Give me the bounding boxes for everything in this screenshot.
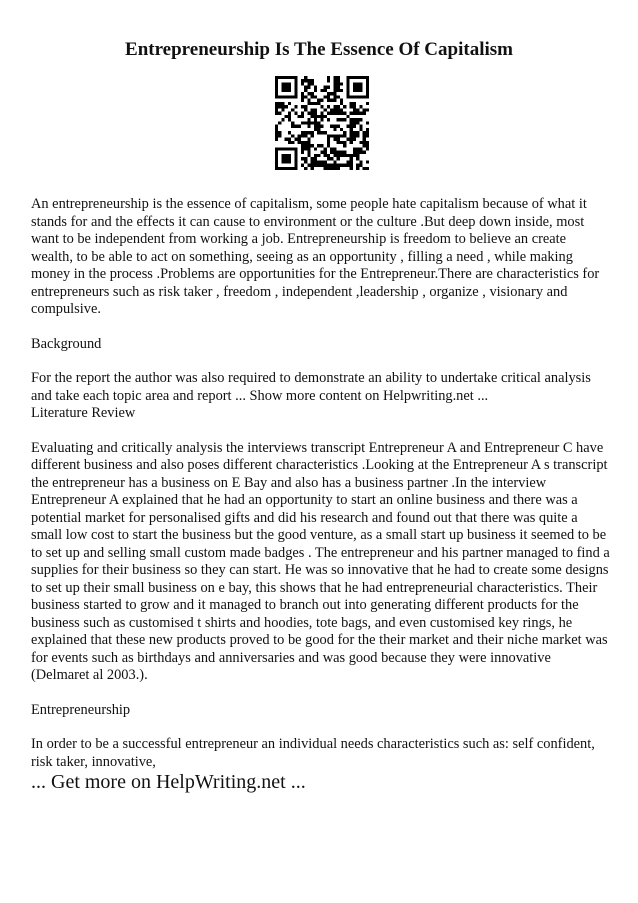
paragraph-intro: An entrepreneurship is the essence of capitalism, some people hate capitalism because of what it stands for and the effects it can cause to environment or the culture .But deep down inside, most want to be independent from working a job. Entrepreneurship is freedom to believe an create wealth, to be able to act on something, seeing as an opportunity , filling a need , while making money in the process .Problems are opportunities for the Entrepreneur.There are characteristics for entrepreneurs such as risk taker , freedom , independent ,leadership , organize , visionary and compulsive. (31, 196, 600, 317)
qr-code-icon (274, 76, 370, 170)
document-body (31, 196, 611, 771)
paragraph-report: For the report the author was also required to demonstrate an ability to undertake critical analysis and take each topic area and report ... Show more content on Helpwriting.net ... (31, 370, 591, 404)
document-title: Entrepreneurship Is The Essence Of Capitalism (125, 39, 513, 60)
paragraph-evaluation: Evaluating and critically analysis the interviews transcript Entrepreneur A and Entrepreneur C have different business and also poses different characteristics .Looking at the Entrepreneur A s transcript the entrepreneur has a business on E Bay and also has a business partner .In the interview Entrepreneur A explained that he had an opportunity to start an online business and there was a potential market for personalised gifts and did his research and found out that there was quite a small low cost to start the business but the good venture, as a small start up business it seemed to be to set up and selling small custom made badges . The entrepreneur and his partner managed to find a supplies for their business so they can start. He was so innovative that he had to create some designs to set up their small business on e bay, this shows that he had entrepreneurial characteristics. Their business started to grow and it managed to branch out into generating different products for the business such as customised t shirts and hoodies, tote bags, and even customised key rings, he explained that these new products proved to be good for the their market and their niche market was for events such as birthdays and anniversaries and was good because they were innovative (Delmaret al 2003.). (31, 439, 610, 683)
heading-background: Background (31, 335, 102, 352)
paragraph-successful-entrepreneur: In order to be a successful entrepreneur an individual needs characteristics such as: self confident, risk taker, innovative, (31, 736, 595, 770)
heading-literature-review: Literature Review (31, 405, 136, 421)
heading-entrepreneurship: Entrepreneurship (31, 701, 131, 718)
get-more-link[interactable]: ... Get more on HelpWriting.net ... (31, 771, 306, 793)
